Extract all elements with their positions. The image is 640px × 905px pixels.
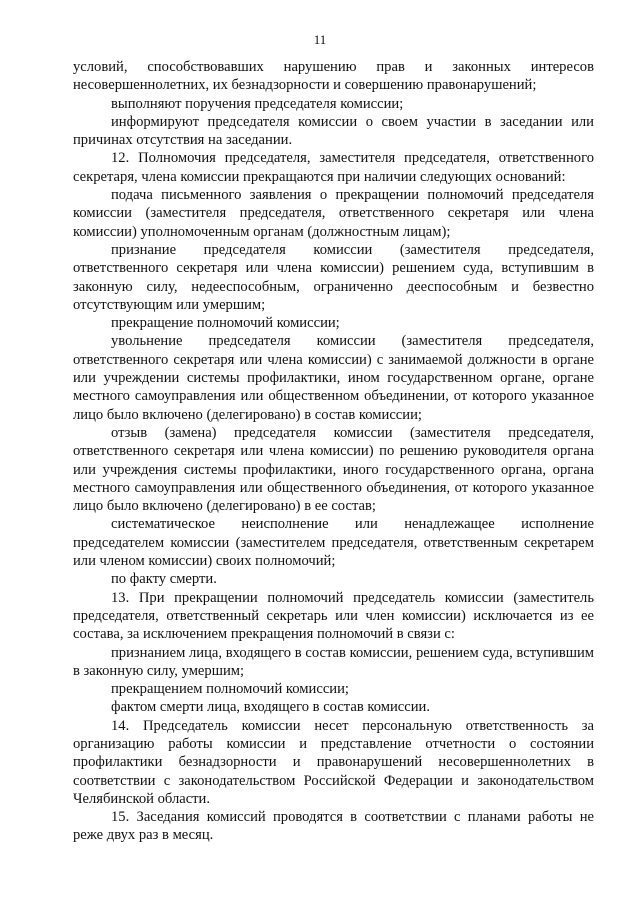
paragraph: увольнение председателя комиссии (заместителя председателя, ответственного секретаря или члена комиссии) с занимаемой должности в органе или учреждении системы профилактики, ином государственном органе, органе местного самоуправления или общественном объединении, от которого указанное лицо было включено (делегировано) в состав комиссии;: [73, 333, 594, 423]
paragraph: 12. Полномочия председателя, заместителя председателя, ответственного секретаря, члена комиссии прекращаются при наличии следующих оснований:: [73, 150, 594, 185]
paragraph: условий, способствовавших нарушению прав и законных интересов несовершеннолетних, их безнадзорности и совершению правонарушений;: [73, 59, 594, 94]
paragraph: выполняют поручения председателя комиссии;: [111, 95, 404, 112]
document-body: [73, 58, 594, 845]
paragraph: 13. При прекращении полномочий председатель комиссии (заместитель председателя, ответственный секретарь или член комиссии) исключается из ее состава, за исключением прекращения полномочий в связи с:: [73, 589, 594, 643]
paragraph: информируют председателя комиссии о своем участии в заседании или причинах отсутствия на заседании.: [73, 113, 594, 149]
paragraph: фактом смерти лица, входящего в состав комиссии.: [111, 699, 431, 716]
paragraph: 15. Заседания комиссий проводятся в соответствии с планами работы не реже двух раз в месяц.: [73, 809, 594, 844]
paragraph: систематическое неисполнение или ненадлежащее исполнение председателем комиссии (заместителем председателя, ответственным секретарем или членом комиссии) своих полномочий;: [73, 516, 594, 570]
paragraph: прекращением полномочий комиссии;: [111, 681, 349, 698]
paragraph: по факту смерти.: [111, 571, 217, 588]
page-number: 11: [313, 32, 327, 47]
paragraph: признанием лица, входящего в состав комиссии, решением суда, вступившим в законную силу, умершим;: [73, 644, 594, 679]
paragraph: отзыв (замена) председателя комиссии (заместителя председателя, ответственного секретаря или члена комиссии) по решению руководителя органа или учреждения системы профилактики, иного государственного органа, органа местного самоуправления или общественного объединения, от которого указанное лицо было включено (делегировано) в ее состав;: [73, 424, 594, 515]
paragraph: подача письменного заявления о прекращении полномочий председателя комиссии (заместителя председателя, ответственного секретаря или члена комиссии) уполномоченным органам (должностным лицам);: [73, 187, 594, 240]
paragraph: 14. Председатель комиссии несет персональную ответственность за организацию работы комиссии и представление отчетности о состоянии профилактики безнадзорности и правонарушений несовершеннолетних в соответствии с законодательством Российской Федерации и законодательством Челябинской области.: [73, 717, 594, 807]
paragraph: признание председателя комиссии (заместителя председателя, ответственного секретаря или члена комиссии) решением суда, вступившим в законную силу, недееспособным, ограниченно дееспособным и безвестно отсутствующим или умершим;: [73, 241, 594, 313]
paragraph: прекращение полномочий комиссии;: [111, 315, 340, 332]
